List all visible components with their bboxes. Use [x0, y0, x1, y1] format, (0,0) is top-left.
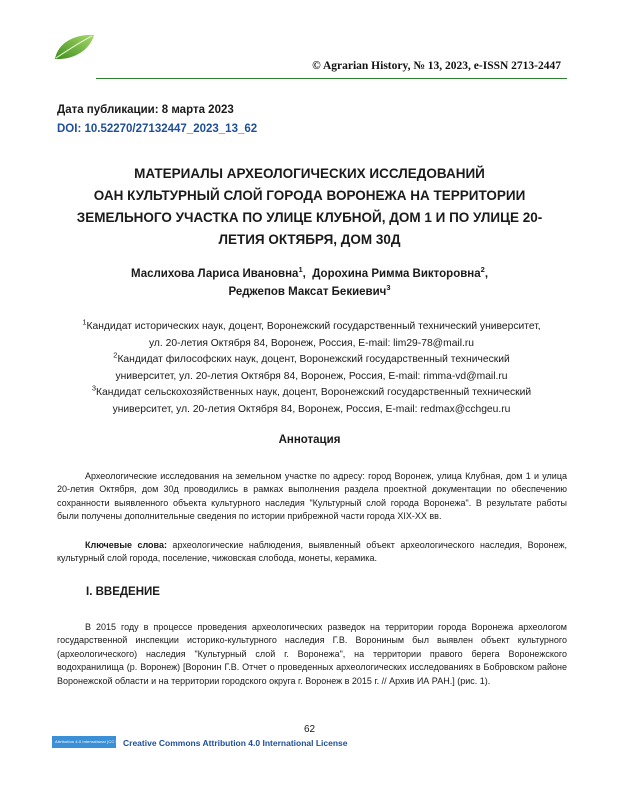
cc-license-badge[interactable] [52, 736, 130, 748]
author-superscript: 3 [386, 283, 391, 293]
author-name: Дорохина Римма Викторовна [312, 268, 481, 280]
cc-badge-text: Attribution 4.0 International (CC BY 4.0) [55, 739, 130, 744]
affiliation-line: университет, ул. 20-летия Октября 84, Воронеж, Россия, E-mail: rimma-vd@mail.ru [115, 370, 508, 382]
title-line: ОАН КУЛЬТУРНЫЙ СЛОЙ ГОРОДА ВОРОНЕЖА НА ТЕРРИТОРИИ [93, 188, 526, 203]
affiliation-line: университет, ул. 20-летия Октября 84, Воронеж, Россия, E-mail: redmax@cchgeu.ru [112, 403, 511, 415]
affiliation-superscript: 1 [82, 317, 87, 327]
affiliation-line [56, 352, 567, 369]
title-line: МАТЕРИАЛЫ АРХЕОЛОГИЧЕСКИХ ИССЛЕДОВАНИЙ [134, 166, 485, 181]
keywords [57, 539, 567, 566]
author-separator: , [484, 268, 489, 280]
section-text: В 2015 году в процессе проведения археологических разведок на территории города Воронежа археологом государственной инспекции историко-культурного наследия Г.В. Ворониным был выявлен объект культурного (археологического) наследия "Культурный слой г. Воронежа", на территории правого берега Воронежского водохранилища (р. Воронеж) [Воронин Г.В. Отчет о проведенных археологических исследованиях в Бобровском районе Воронежской области и на территории городского округа г. Воронеж в 2015 г. // Архив ИА РАН.] (рис. 1). [57, 622, 567, 686]
affiliation-line [56, 385, 567, 402]
publication-date: Дата публикации: 8 марта 2023 [57, 104, 234, 116]
license-link[interactable]: Creative Commons Attribution 4.0 International License [123, 738, 348, 748]
page-number: 62 [303, 724, 316, 735]
journal-header [96, 58, 567, 79]
author-superscript: 1 [298, 265, 303, 275]
affiliation-line: ул. 20-летия Октября 84, Воронеж, Россия, E-mail: lim29-78@mail.ru [148, 337, 475, 349]
journal-citation: © Agrarian History, № 13, 2023, e-ISSN 2713-2447 [312, 60, 561, 72]
author-list [60, 265, 559, 301]
affiliation-superscript: 3 [91, 383, 97, 393]
author-name: Маслихова Лариса Ивановна [130, 268, 299, 280]
abstract-text: Археологические исследования на земельном участке по адресу: город Воронеж, улица Клубная, дом 1 и улица 20-летия Октября, дом 30д проводились в рамках выполнения раздела проектной документации по обеспечению сохранности выявленного объекта культурного наследия "Культурный слой города Воронежа". В результате работы были получены дополнительные сведения по истории прибрежной части города XIX-XX вв. [57, 471, 567, 522]
affiliation-text: Кандидат исторических наук, доцент, Воронежский государственный технический университет, [86, 321, 541, 332]
abstract-heading: Аннотация [278, 434, 341, 446]
affiliation-text: Кандидат философских наук, доцент, Воронежский государственный технический [117, 354, 510, 366]
affiliations [56, 319, 567, 419]
author-separator: , [302, 268, 306, 280]
affiliation-superscript: 2 [113, 350, 118, 360]
affiliation-text: Кандидат сельскохозяйственных наук, доцент, Воронежский государственный технический [96, 387, 532, 399]
doi-link[interactable]: DOI: 10.52270/27132447_2023_13_62 [57, 123, 258, 135]
section-heading: I. ВВЕДЕНИЕ [86, 586, 160, 598]
article-title [52, 163, 567, 251]
journal-leaf-logo [52, 32, 96, 62]
keywords-text: археологические наблюдения, выявленный объект археологического наследия, Воронеж, культурный слой города, поселение, чижовская слобода, монеты, керамика. [57, 540, 567, 564]
title-line: ЗЕМЕЛЬНОГО УЧАСТКА ПО УЛИЦЕ КЛУБНОЙ, ДОМ 1 И ПО УЛИЦЕ 20- [76, 210, 543, 225]
keywords-label: Ключевые слова: [85, 540, 167, 550]
title-line: ЛЕТИЯ ОКТЯБРЯ, ДОМ 30Д [218, 232, 401, 247]
author-name: Реджепов Максат Бекиевич [228, 286, 387, 298]
affiliation-line [56, 319, 567, 336]
author-superscript: 2 [480, 265, 485, 275]
